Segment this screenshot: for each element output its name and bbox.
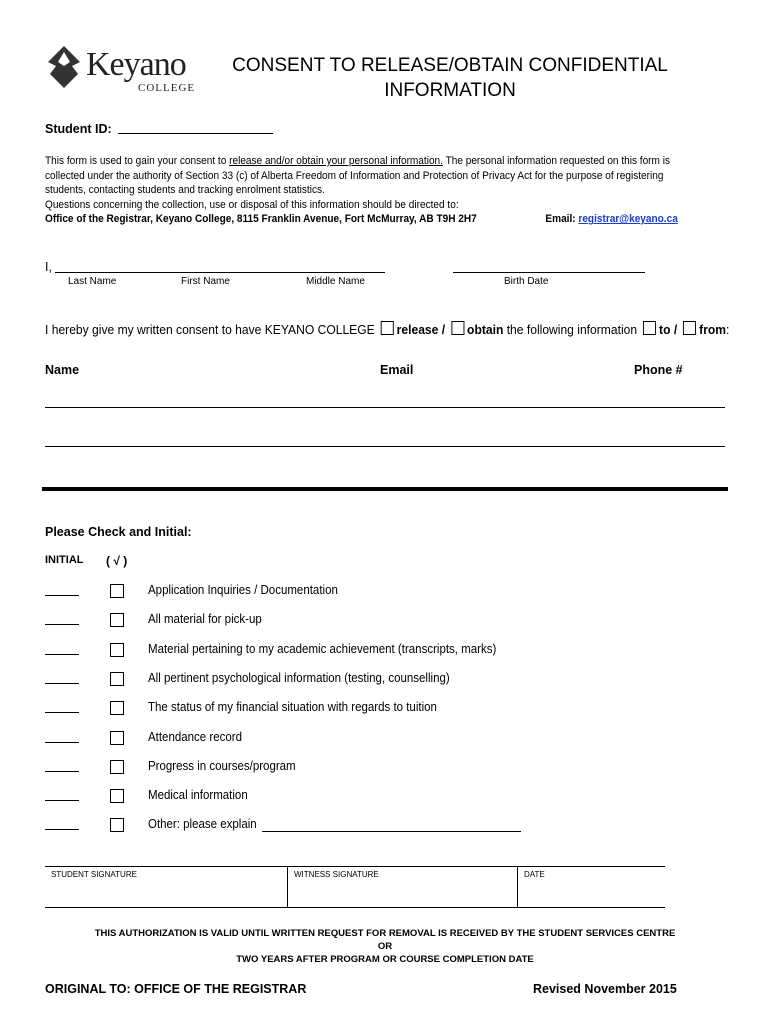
birth-date-field[interactable] [453, 272, 645, 273]
contact-email-header: Email [380, 363, 414, 377]
date-cell[interactable] [518, 867, 665, 907]
initial-field[interactable] [45, 683, 79, 684]
initial-field[interactable] [45, 595, 79, 596]
initial-field[interactable] [45, 829, 79, 830]
item-checkbox[interactable] [110, 731, 124, 745]
obtain-checkbox[interactable] [451, 321, 464, 335]
check-heading: Please Check and Initial: [45, 525, 192, 539]
first-name-label: First Name [181, 276, 230, 287]
last-name-label: Last Name [68, 276, 117, 287]
item-checkbox[interactable] [110, 818, 124, 832]
check-item-label: All pertinent psychological information (testing, counselling) [148, 671, 450, 685]
contact-phone-header: Phone # [634, 363, 683, 377]
check-item-label: Other: please explain [148, 817, 257, 831]
contact-entry-line-1[interactable] [45, 407, 725, 408]
intro-text-b: The personal information requested on this form is [442, 155, 670, 167]
check-item-label: Attendance record [148, 730, 242, 744]
validity-note-1: THIS AUTHORIZATION IS VALID UNTIL WRITTEN REQUEST FOR REMOVAL IS RECEIVED BY THE STUDENT SERVICES CENTRE [94, 928, 676, 939]
item-checkbox[interactable] [110, 760, 124, 774]
logo-subtext: COLLEGE [138, 82, 196, 94]
to-checkbox[interactable] [643, 321, 656, 335]
middle-name-label: Middle Name [306, 276, 365, 287]
registrar-address: Office of the Registrar, Keyano College, 8115 Franklin Avenue, Fort McMurray, AB T9H 2H7 [45, 213, 477, 226]
item-checkbox[interactable] [110, 672, 124, 686]
release-checkbox[interactable] [381, 321, 394, 335]
check-item-label: Application Inquiries / Documentation [148, 583, 338, 597]
witness-signature-label: WITNESS SIGNATURE [294, 870, 379, 879]
check-item-label: Medical information [148, 788, 248, 802]
to-label: to / [659, 322, 678, 337]
i-prefix: I, [45, 260, 52, 274]
logo-wordmark: Keyano [86, 46, 186, 83]
initial-field[interactable] [45, 624, 79, 625]
following-info-text: the following information [506, 322, 638, 337]
revised-date: Revised November 2015 [533, 982, 677, 996]
item-checkbox[interactable] [110, 643, 124, 657]
from-label: from [699, 322, 727, 337]
student-signature-label: STUDENT SIGNATURE [51, 870, 137, 879]
validity-note-3: TWO YEARS AFTER PROGRAM OR COURSE COMPLETION DATE [236, 954, 534, 965]
section-divider [42, 487, 728, 491]
signature-table [45, 866, 665, 908]
intro-text-4: Questions concerning the collection, use or disposal of this information should be directed to: [45, 198, 459, 211]
contact-name-header: Name [45, 363, 80, 377]
student-id-field[interactable] [118, 133, 273, 134]
intro-text-3: students, contacting students and tracking enrolment statistics. [45, 184, 325, 197]
from-checkbox[interactable] [683, 321, 696, 335]
item-checkbox[interactable] [110, 584, 124, 598]
initial-field[interactable] [45, 712, 79, 713]
consent-text: I hereby give my written consent to have KEYANO COLLEGE [45, 322, 375, 337]
item-checkbox[interactable] [110, 701, 124, 715]
date-label: DATE [524, 870, 545, 879]
intro-text-underlined: release and/or obtain your personal information. [229, 155, 443, 167]
email-label: Email: [545, 213, 579, 226]
contact-entry-line-2[interactable] [45, 446, 725, 447]
item-checkbox[interactable] [110, 613, 124, 627]
check-item-label: The status of my financial situation with regards to tuition [148, 700, 437, 714]
tick-column-header: ( √ ) [106, 554, 128, 568]
item-checkbox[interactable] [110, 789, 124, 803]
title-line-1: CONSENT TO RELEASE/OBTAIN CONFIDENTIAL [232, 55, 668, 76]
check-item-label: Progress in courses/program [148, 759, 296, 773]
colon: : [726, 322, 730, 337]
student-signature-cell[interactable] [45, 867, 288, 907]
initial-column-header: INITIAL [45, 554, 84, 566]
initial-field[interactable] [45, 771, 79, 772]
consent-statement [45, 321, 729, 337]
student-id-label: Student ID: [45, 122, 112, 136]
page-title [200, 53, 700, 103]
witness-signature-cell[interactable] [288, 867, 518, 907]
check-item-label: Material pertaining to my academic achievement (transcripts, marks) [148, 642, 497, 656]
intro-paragraph [45, 154, 729, 227]
birth-date-label: Birth Date [504, 276, 549, 287]
obtain-label: obtain [467, 322, 504, 337]
other-explain-field[interactable] [262, 831, 521, 832]
intro-text-2: collected under the authority of Section 33 (c) of Alberta Freedom of Information and Protection of Privacy Act for the purpose of registering [45, 169, 664, 182]
initial-field[interactable] [45, 654, 79, 655]
registrar-email-link[interactable]: registrar@keyano.ca [578, 213, 678, 226]
validity-note-2: OR [377, 941, 393, 952]
keyano-logo [44, 44, 194, 94]
check-item-label: All material for pick-up [148, 612, 262, 626]
initial-field[interactable] [45, 800, 79, 801]
initial-field[interactable] [45, 742, 79, 743]
release-label: release / [396, 322, 446, 337]
keyano-leaf-icon [44, 44, 84, 90]
title-line-2: INFORMATION [384, 80, 516, 101]
original-to: ORIGINAL TO: OFFICE OF THE REGISTRAR [45, 982, 307, 996]
full-name-field[interactable] [55, 272, 385, 273]
intro-text-a: This form is used to gain your consent to [45, 155, 230, 167]
